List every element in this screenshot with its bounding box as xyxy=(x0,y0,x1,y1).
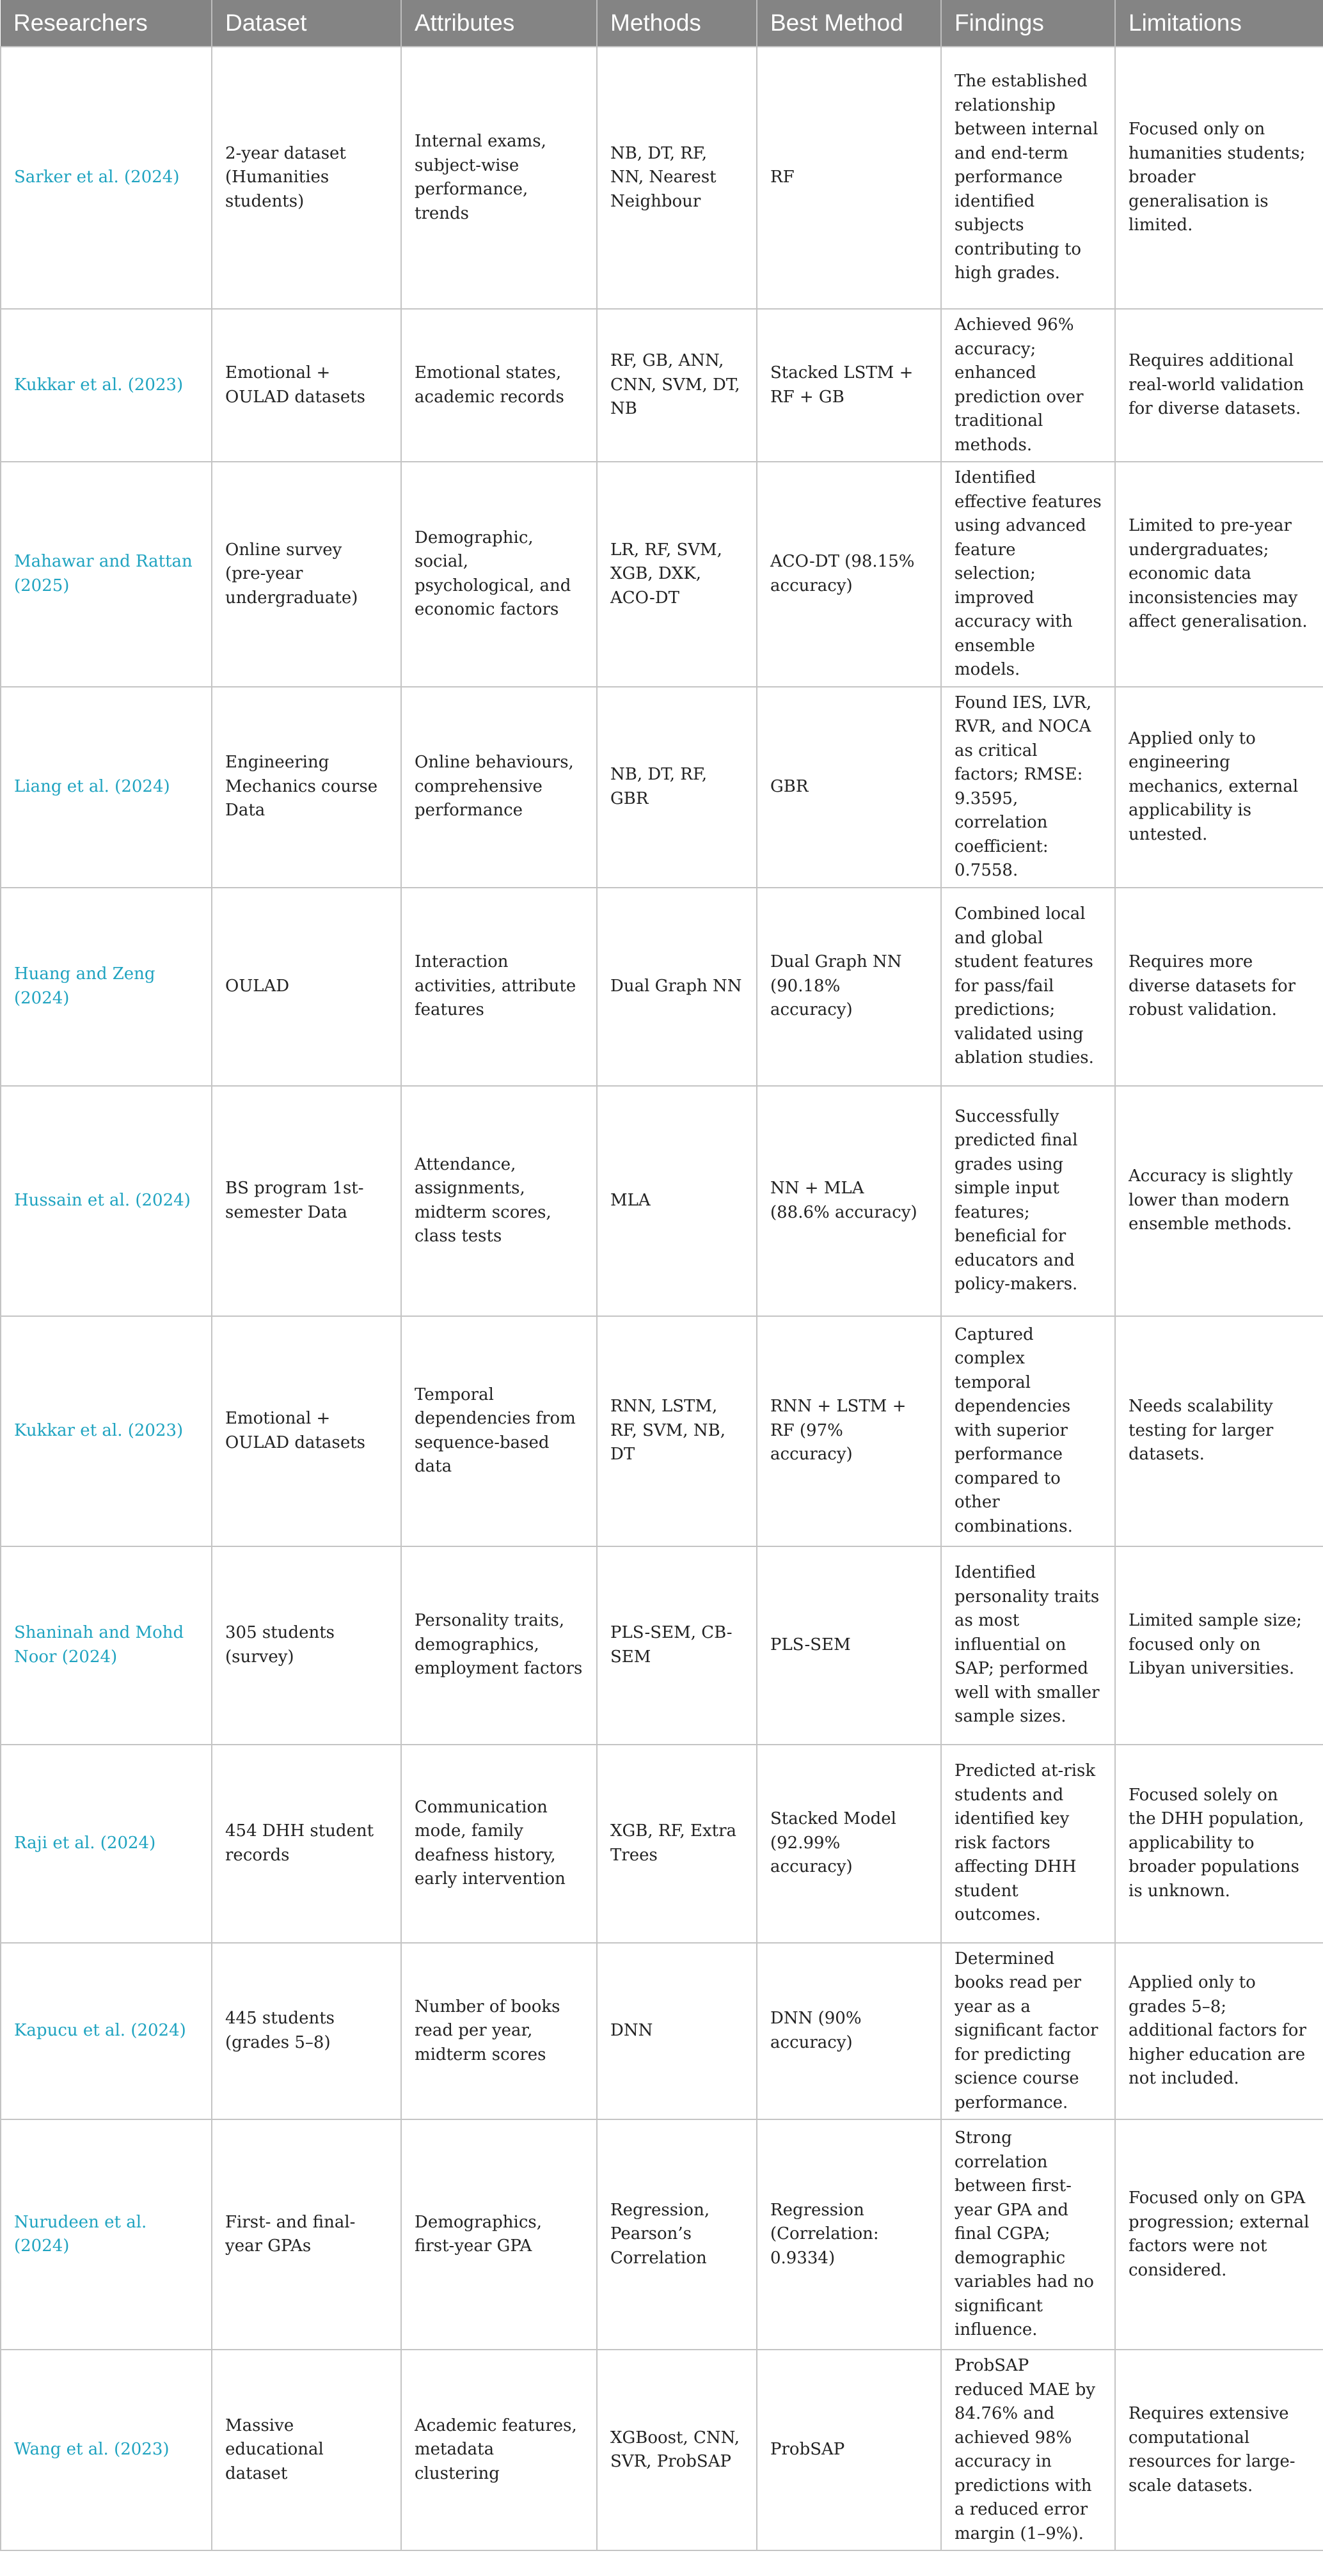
attributes-cell: Temporal dependencies from sequence-based data xyxy=(401,1316,597,1546)
table-row xyxy=(1,888,1323,1086)
header-methods: Methods xyxy=(597,0,757,47)
best-method-cell: GBR xyxy=(757,687,941,888)
methods-cell: NB, DT, RF, GBR xyxy=(597,687,757,888)
table-row xyxy=(1,687,1323,888)
header-findings: Findings xyxy=(941,0,1115,47)
researcher-link[interactable]: Raji et al. (2024) xyxy=(1,1745,212,1943)
findings-cell: Successfully predicted final grades using simple input features; beneficial for educators and policy-makers. xyxy=(941,1086,1115,1316)
researcher-link[interactable]: Hussain et al. (2024) xyxy=(1,1086,212,1316)
table-row xyxy=(1,2350,1323,2550)
researcher-link[interactable]: Sarker et al. (2024) xyxy=(1,47,212,309)
researcher-link[interactable]: Mahawar and Rattan (2025) xyxy=(1,462,212,687)
dataset-cell: Emotional + OULAD datasets xyxy=(212,309,401,462)
limitations-cell: Requires extensive computational resources for large-scale datasets. xyxy=(1115,2350,1323,2550)
researcher-link[interactable]: Kapucu et al. (2024) xyxy=(1,1943,212,2120)
table-row xyxy=(1,462,1323,687)
researcher-link[interactable]: Shaninah and Mohd Noor (2024) xyxy=(1,1546,212,1745)
findings-cell: Determined books read per year as a significant factor for predicting science course performance. xyxy=(941,1943,1115,2120)
dataset-cell: First- and final-year GPAs xyxy=(212,2119,401,2350)
dataset-cell: 454 DHH student records xyxy=(212,1745,401,1943)
best-method-cell: DNN (90% accuracy) xyxy=(757,1943,941,2120)
dataset-cell: Online survey (pre-year undergraduate) xyxy=(212,462,401,687)
attributes-cell: Emotional states, academic records xyxy=(401,309,597,462)
findings-cell: Achieved 96% accuracy; enhanced prediction over traditional methods. xyxy=(941,309,1115,462)
limitations-cell: Applied only to grades 5–8; additional factors for higher education are not included. xyxy=(1115,1943,1323,2120)
table-row xyxy=(1,1316,1323,1546)
dataset-cell: Engineering Mechanics course Data xyxy=(212,687,401,888)
best-method-cell: RNN + LSTM + RF (97% accuracy) xyxy=(757,1316,941,1546)
attributes-cell: Internal exams, subject-wise performance, trends xyxy=(401,47,597,309)
findings-cell: Found IES, LVR, RVR, and NOCA as critical factors; RMSE: 9.3595, correlation coefficient: 0.7558. xyxy=(941,687,1115,888)
researcher-link[interactable]: Kukkar et al. (2023) xyxy=(1,1316,212,1546)
methods-cell: XGB, RF, Extra Trees xyxy=(597,1745,757,1943)
methods-cell: DNN xyxy=(597,1943,757,2120)
limitations-cell: Requires more diverse datasets for robust validation. xyxy=(1115,888,1323,1086)
dataset-cell: OULAD xyxy=(212,888,401,1086)
methods-cell: MLA xyxy=(597,1086,757,1316)
researcher-link[interactable]: Huang and Zeng (2024) xyxy=(1,888,212,1086)
methods-cell: RF, GB, ANN, CNN, SVM, DT, NB xyxy=(597,309,757,462)
table-row xyxy=(1,1943,1323,2120)
methods-cell: LR, RF, SVM, XGB, DXK, ACO-DT xyxy=(597,462,757,687)
methods-cell: RNN, LSTM, RF, SVM, NB, DT xyxy=(597,1316,757,1546)
researcher-link[interactable]: Nurudeen et al. (2024) xyxy=(1,2119,212,2350)
dataset-cell: 305 students (survey) xyxy=(212,1546,401,1745)
limitations-cell: Focused solely on the DHH population, applicability to broader populations is unknown. xyxy=(1115,1745,1323,1943)
attributes-cell: Interaction activities, attribute features xyxy=(401,888,597,1086)
header-attributes: Attributes xyxy=(401,0,597,47)
limitations-cell: Accuracy is slightly lower than modern ensemble methods. xyxy=(1115,1086,1323,1316)
methods-cell: XGBoost, CNN, SVR, ProbSAP xyxy=(597,2350,757,2550)
limitations-cell: Needs scalability testing for larger datasets. xyxy=(1115,1316,1323,1546)
dataset-cell: 445 students (grades 5–8) xyxy=(212,1943,401,2120)
attributes-cell: Communication mode, family deafness history, early intervention xyxy=(401,1745,597,1943)
findings-cell: Predicted at-risk students and identified key risk factors affecting DHH student outcomes. xyxy=(941,1745,1115,1943)
attributes-cell: Personality traits, demographics, employment factors xyxy=(401,1546,597,1745)
table-row xyxy=(1,2119,1323,2350)
best-method-cell: Stacked Model (92.99% accuracy) xyxy=(757,1745,941,1943)
findings-cell: ProbSAP reduced MAE by 84.76% and achieved 98% accuracy in predictions with a reduced error margin (1–9%). xyxy=(941,2350,1115,2550)
dataset-cell: Emotional + OULAD datasets xyxy=(212,1316,401,1546)
limitations-cell: Limited sample size; focused only on Libyan universities. xyxy=(1115,1546,1323,1745)
researcher-link[interactable]: Wang et al. (2023) xyxy=(1,2350,212,2550)
best-method-cell: Stacked LSTM + RF + GB xyxy=(757,309,941,462)
limitations-cell: Limited to pre-year undergraduates; economic data inconsistencies may affect generalisation. xyxy=(1115,462,1323,687)
dataset-cell: Massive educational dataset xyxy=(212,2350,401,2550)
researcher-link[interactable]: Kukkar et al. (2023) xyxy=(1,309,212,462)
best-method-cell: Dual Graph NN (90.18% accuracy) xyxy=(757,888,941,1086)
best-method-cell: PLS-SEM xyxy=(757,1546,941,1745)
methods-cell: Regression, Pearson’s Correlation xyxy=(597,2119,757,2350)
best-method-cell: ACO-DT (98.15% accuracy) xyxy=(757,462,941,687)
table-row xyxy=(1,1086,1323,1316)
header-row xyxy=(1,0,1323,47)
best-method-cell: ProbSAP xyxy=(757,2350,941,2550)
header-limitations: Limitations xyxy=(1115,0,1323,47)
methods-cell: PLS-SEM, CB-SEM xyxy=(597,1546,757,1745)
header-dataset: Dataset xyxy=(212,0,401,47)
best-method-cell: RF xyxy=(757,47,941,309)
best-method-cell: NN + MLA (88.6% accuracy) xyxy=(757,1086,941,1316)
attributes-cell: Number of books read per year, midterm scores xyxy=(401,1943,597,2120)
findings-cell: Combined local and global student features for pass/fail predictions; validated using ablation studies. xyxy=(941,888,1115,1086)
table-row xyxy=(1,47,1323,309)
limitations-cell: Requires additional real-world validation for diverse datasets. xyxy=(1115,309,1323,462)
table-row xyxy=(1,1546,1323,1745)
findings-cell: Identified personality traits as most influential on SAP; performed well with smaller sample sizes. xyxy=(941,1546,1115,1745)
dataset-cell: BS program 1st-semester Data xyxy=(212,1086,401,1316)
attributes-cell: Demographics, first-year GPA xyxy=(401,2119,597,2350)
researcher-link[interactable]: Liang et al. (2024) xyxy=(1,687,212,888)
findings-cell: The established relationship between internal and end-term performance identified subjects contributing to high grades. xyxy=(941,47,1115,309)
table-row xyxy=(1,1745,1323,1943)
limitations-cell: Applied only to engineering mechanics, external applicability is untested. xyxy=(1115,687,1323,888)
attributes-cell: Academic features, metadata clustering xyxy=(401,2350,597,2550)
limitations-cell: Focused only on humanities students; broader generalisation is limited. xyxy=(1115,47,1323,309)
methods-cell: Dual Graph NN xyxy=(597,888,757,1086)
table-row xyxy=(1,309,1323,462)
header-best-method: Best Method xyxy=(757,0,941,47)
limitations-cell: Focused only on GPA progression; external factors were not considered. xyxy=(1115,2119,1323,2350)
attributes-cell: Online behaviours, comprehensive performance xyxy=(401,687,597,888)
findings-cell: Captured complex temporal dependencies with superior performance compared to other combinations. xyxy=(941,1316,1115,1546)
dataset-cell: 2-year dataset (Humanities students) xyxy=(212,47,401,309)
attributes-cell: Demographic, social, psychological, and economic factors xyxy=(401,462,597,687)
findings-cell: Identified effective features using advanced feature selection; improved accuracy with ensemble models. xyxy=(941,462,1115,687)
best-method-cell: Regression (Correlation: 0.9334) xyxy=(757,2119,941,2350)
methods-cell: NB, DT, RF, NN, Nearest Neighbour xyxy=(597,47,757,309)
attributes-cell: Attendance, assignments, midterm scores, class tests xyxy=(401,1086,597,1316)
findings-cell: Strong correlation between first-year GPA and final CGPA; demographic variables had no significant influence. xyxy=(941,2119,1115,2350)
header-researchers: Researchers xyxy=(1,0,212,47)
